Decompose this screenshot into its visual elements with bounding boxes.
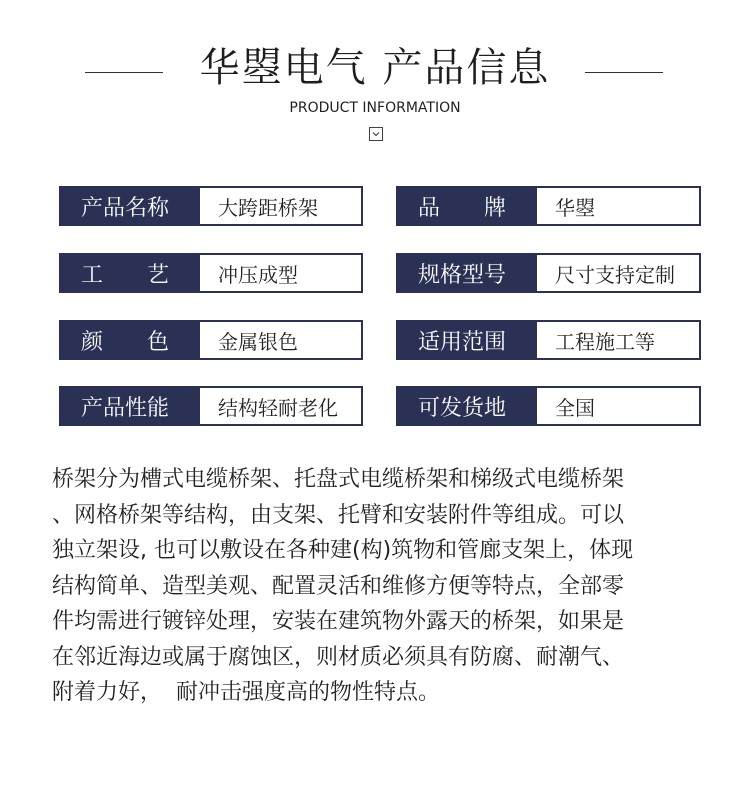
spec-value: 冲压成型 [200, 255, 361, 291]
description-line: 件均需进行镀锌处理，安装在建筑物外露天的桥架，如果是 [52, 609, 625, 634]
spec-value: 工程施工等 [537, 322, 699, 358]
chevron-down-icon [369, 127, 383, 141]
spec-label: 品 牌 [398, 188, 537, 224]
spec-model [396, 253, 701, 293]
spec-value: 全国 [537, 388, 699, 424]
spec-label: 颜 色 [61, 322, 200, 358]
spec-value: 金属银色 [200, 322, 361, 358]
spec-value: 大跨距桥架 [200, 188, 361, 224]
spec-brand [396, 186, 701, 226]
spec-label: 规格型号 [398, 255, 537, 291]
page-subtitle: PRODUCT INFORMATION [289, 100, 461, 116]
spec-product-name [59, 186, 363, 226]
title-row [0, 42, 750, 92]
spec-performance [59, 386, 363, 426]
spec-value: 华曌 [537, 188, 699, 224]
spec-application [396, 320, 701, 360]
spec-label: 可发货地 [398, 388, 537, 424]
spec-label: 适用范围 [398, 322, 537, 358]
spec-label: 产品性能 [61, 388, 200, 424]
spec-process [59, 253, 363, 293]
description-line: 结构简单、造型美观、配置灵活和维修方便等特点，全部零 [52, 573, 625, 599]
page-title: 华曌电气 产品信息 [199, 45, 551, 91]
spec-shipping [396, 386, 701, 426]
description-line: 附着力好， 耐冲击强度高的物性特点。 [52, 680, 440, 705]
spec-color [59, 320, 363, 360]
spec-value: 结构轻耐老化 [200, 388, 361, 424]
product-description [52, 462, 712, 711]
title-divider-right [585, 72, 663, 73]
spec-value: 尺寸支持定制 [537, 255, 699, 291]
spec-label: 工 艺 [61, 255, 200, 291]
spec-label: 产品名称 [61, 188, 200, 224]
description-line: 独立架设, 也可以敷设在各种建(构)筑物和管廊支架上，体现 [52, 538, 634, 563]
description-line: 桥架分为槽式电缆桥架、托盘式电缆桥架和梯级式电缆桥架 [52, 467, 625, 492]
description-line: 、网格桥架等结构，由支架、托臂和安装附件等组成。可以 [52, 502, 625, 528]
description-line: 在邻近海边或属于腐蚀区，则材质必须具有防腐、耐潮气、 [52, 644, 625, 670]
